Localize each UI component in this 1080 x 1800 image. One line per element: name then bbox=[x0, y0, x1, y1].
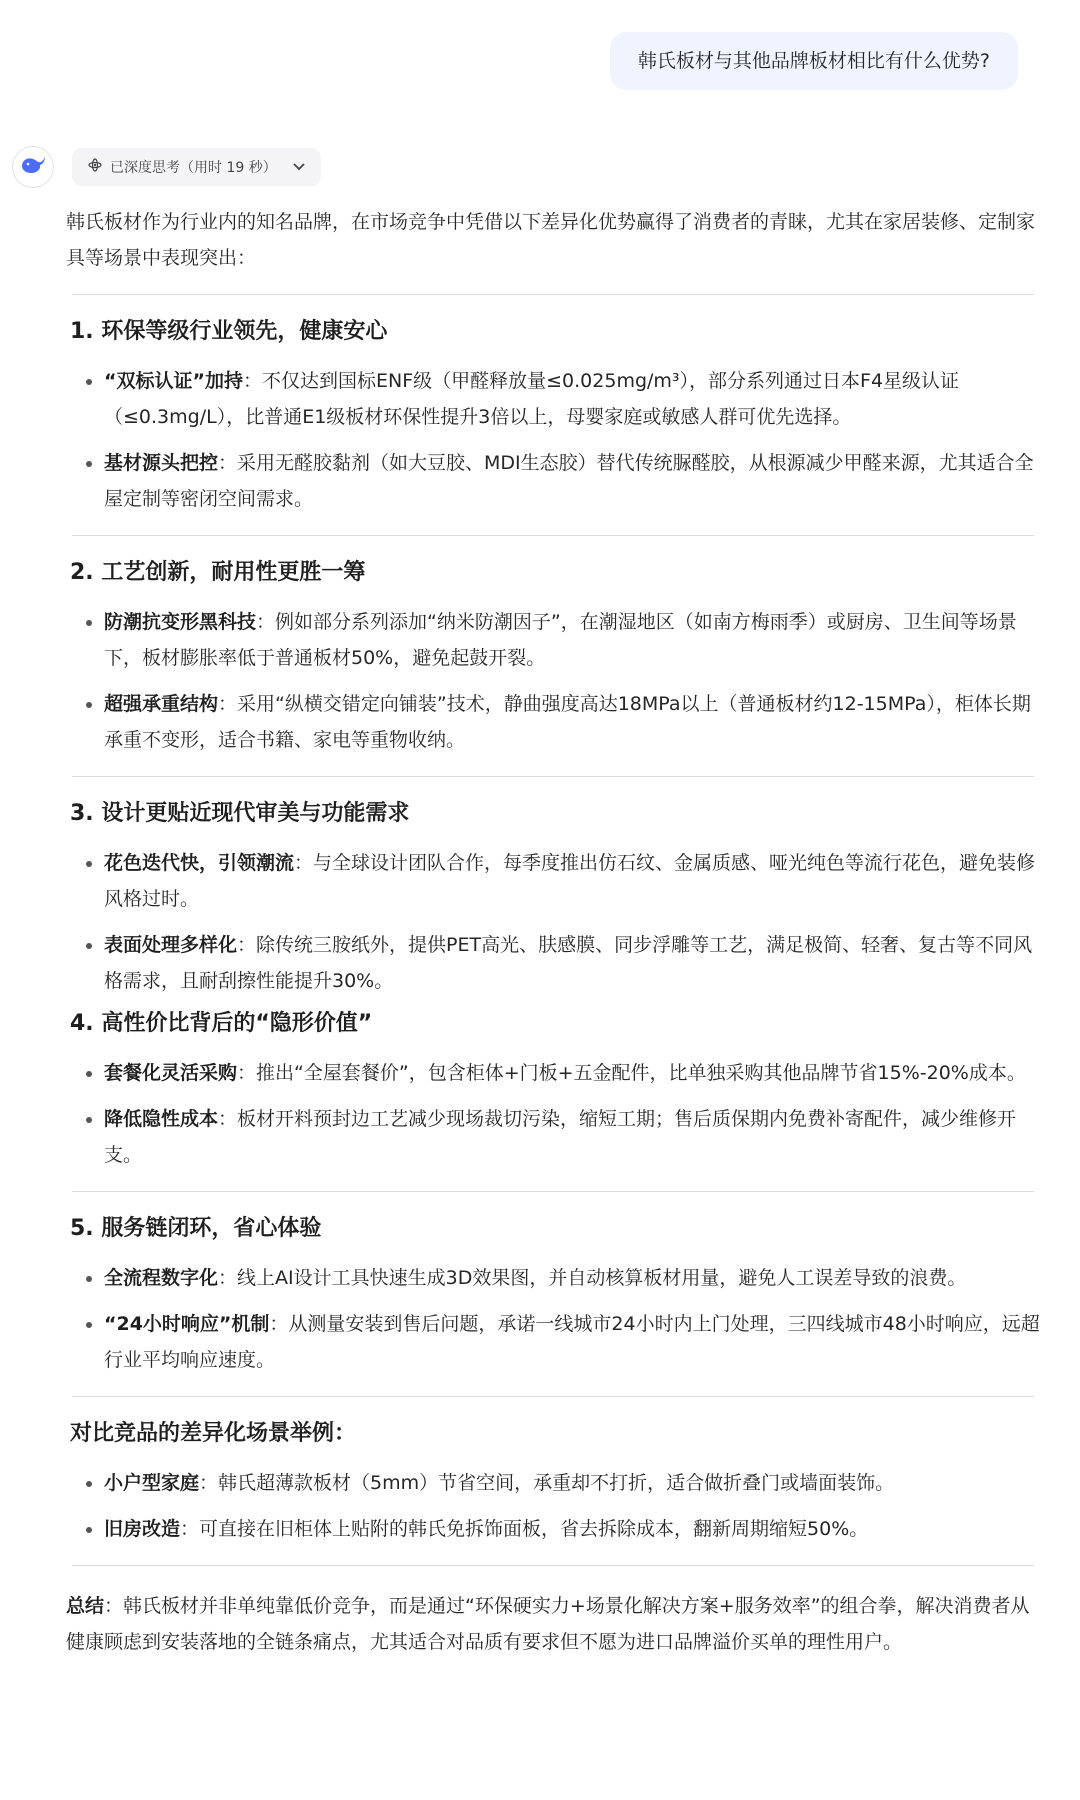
item-key: “双标认证”加持 bbox=[104, 370, 243, 392]
chevron-down-icon bbox=[293, 160, 305, 174]
assistant-avatar bbox=[12, 146, 54, 188]
section-1 bbox=[66, 317, 1044, 517]
item-text: ：不仅达到国标ENF级（甲醛释放量≤0.025mg/m³），部分系列通过日本F4星级认证（≤0.3mg/L），比普通E1级板材环保性提升3倍以上，母婴家庭或敏感人群可优先选择。 bbox=[104, 370, 960, 428]
intro-paragraph: 韩氏板材作为行业内的知名品牌，在市场竞争中凭借以下差异化优势赢得了消费者的青睐，尤其在家居装修、定制家具等场景中表现突出： bbox=[66, 211, 1036, 269]
item-text: ：例如部分系列添加“纳米防潮因子”，在潮湿地区（如南方梅雨季）或厨房、卫生间等场景下，板材膨胀率低于普通板材50%，避免起鼓开裂。 bbox=[104, 611, 1017, 669]
item-key: 降低隐性成本 bbox=[104, 1108, 219, 1130]
section-2 bbox=[66, 558, 1044, 758]
section-title: 4. 高性价比背后的“隐形价值” bbox=[70, 1011, 373, 1036]
item-key: 旧房改造 bbox=[104, 1518, 181, 1540]
thinking-toggle[interactable] bbox=[72, 148, 321, 186]
item-text: ：推出“全屋套餐价”，包含柜体+门板+五金配件，比单独采购其他品牌节省15%-20%成本。 bbox=[237, 1062, 1026, 1084]
section-title: 5. 服务链闭环，省心体验 bbox=[70, 1216, 322, 1241]
list-item bbox=[66, 845, 1044, 917]
item-text: ：韩氏超薄款板材（5mm）节省空间，承重却不打折，适合做折叠门或墙面装饰。 bbox=[199, 1472, 895, 1494]
list-item bbox=[66, 1055, 1044, 1091]
section-title: 1. 环保等级行业领先，健康安心 bbox=[70, 319, 388, 344]
section-title: 对比竞品的差异化场景举例： bbox=[70, 1421, 357, 1446]
item-key: 基材源头把控 bbox=[104, 452, 219, 474]
divider bbox=[72, 535, 1034, 536]
item-text: ：除传统三胺纸外，提供PET高光、肤感膜、同步浮雕等工艺，满足极简、轻奢、复古等不同风格需求，且耐刮擦性能提升30%。 bbox=[104, 934, 1033, 992]
item-text: ：从测量安装到售后问题，承诺一线城市24小时内上门处理，三四线城市48小时响应，远超行业平均响应速度。 bbox=[104, 1313, 1040, 1371]
thinking-label: 已深度思考（用时 19 秒） bbox=[110, 160, 277, 176]
item-key: 花色迭代快，引领潮流 bbox=[104, 852, 295, 874]
divider bbox=[72, 294, 1034, 295]
bullet-list bbox=[66, 1055, 1044, 1173]
list-item bbox=[66, 686, 1044, 758]
bullet-list bbox=[66, 1260, 1044, 1378]
summary-text: ：韩氏板材并非单纯靠低价竞争，而是通过“环保硬实力+场景化解决方案+服务效率”的组合拳，解决消费者从健康顾虑到安装落地的全链条痛点，尤其适合对品质有要求但不愿为进口品牌溢价买单的理性用户。 bbox=[66, 1595, 1030, 1653]
section-3 bbox=[66, 799, 1044, 999]
item-key: 小户型家庭 bbox=[104, 1472, 200, 1494]
whale-logo-icon bbox=[19, 154, 47, 180]
item-key: 表面处理多样化 bbox=[104, 934, 238, 956]
section-title: 3. 设计更贴近现代审美与功能需求 bbox=[70, 801, 410, 826]
item-text: ：采用“纵横交错定向铺装”技术，静曲强度高达18MPa以上（普通板材约12-15MPa），柜体长期承重不变形，适合书籍、家电等重物收纳。 bbox=[104, 693, 1031, 751]
list-item bbox=[66, 1101, 1044, 1173]
item-text: ：线上AI设计工具快速生成3D效果图，并自动核算板材用量，避免人工误差导致的浪费。 bbox=[218, 1267, 967, 1289]
list-item bbox=[66, 1511, 1044, 1547]
divider bbox=[72, 1565, 1034, 1566]
divider bbox=[72, 776, 1034, 777]
section-4 bbox=[66, 1009, 1044, 1173]
summary-key: 总结 bbox=[66, 1595, 105, 1617]
item-key: 套餐化灵活采购 bbox=[104, 1062, 238, 1084]
item-text: ：可直接在旧柜体上贴附的韩氏免拆饰面板，省去拆除成本，翻新周期缩短50%。 bbox=[180, 1518, 869, 1540]
user-message-bubble bbox=[610, 32, 1018, 90]
list-item bbox=[66, 363, 1044, 435]
bullet-list bbox=[66, 845, 1044, 999]
user-message-text: 韩氏板材与其他品牌板材相比有什么优势? bbox=[637, 50, 990, 72]
item-text: ：板材开料预封边工艺减少现场裁切污染，缩短工期；售后质保期内免费补寄配件，减少维修开支。 bbox=[104, 1108, 1017, 1166]
item-key: “24小时响应”机制 bbox=[104, 1313, 270, 1335]
item-key: 全流程数字化 bbox=[104, 1267, 219, 1289]
list-item bbox=[66, 1260, 1044, 1296]
list-item bbox=[66, 1306, 1044, 1378]
item-text: ：与全球设计团队合作，每季度推出仿石纹、金属质感、哑光纯色等流行花色，避免装修风格过时。 bbox=[104, 852, 1036, 910]
atom-icon bbox=[88, 158, 102, 176]
assistant-answer bbox=[66, 204, 1044, 1660]
bullet-list bbox=[66, 363, 1044, 517]
list-item bbox=[66, 604, 1044, 676]
item-key: 防潮抗变形黑科技 bbox=[104, 611, 257, 633]
section-5 bbox=[66, 1214, 1044, 1378]
section-examples bbox=[66, 1419, 1044, 1547]
divider bbox=[72, 1191, 1034, 1192]
list-item bbox=[66, 927, 1044, 999]
list-item bbox=[66, 445, 1044, 517]
bullet-list bbox=[66, 1465, 1044, 1547]
item-key: 超强承重结构 bbox=[104, 693, 219, 715]
list-item bbox=[66, 1465, 1044, 1501]
divider bbox=[72, 1396, 1034, 1397]
item-text: ：采用无醛胶黏剂（如大豆胶、MDI生态胶）替代传统脲醛胶，从根源减少甲醛来源，尤其适合全屋定制等密闭空间需求。 bbox=[104, 452, 1034, 510]
section-title: 2. 工艺创新，耐用性更胜一筹 bbox=[70, 560, 366, 585]
bullet-list bbox=[66, 604, 1044, 758]
summary-paragraph bbox=[66, 1588, 1044, 1660]
